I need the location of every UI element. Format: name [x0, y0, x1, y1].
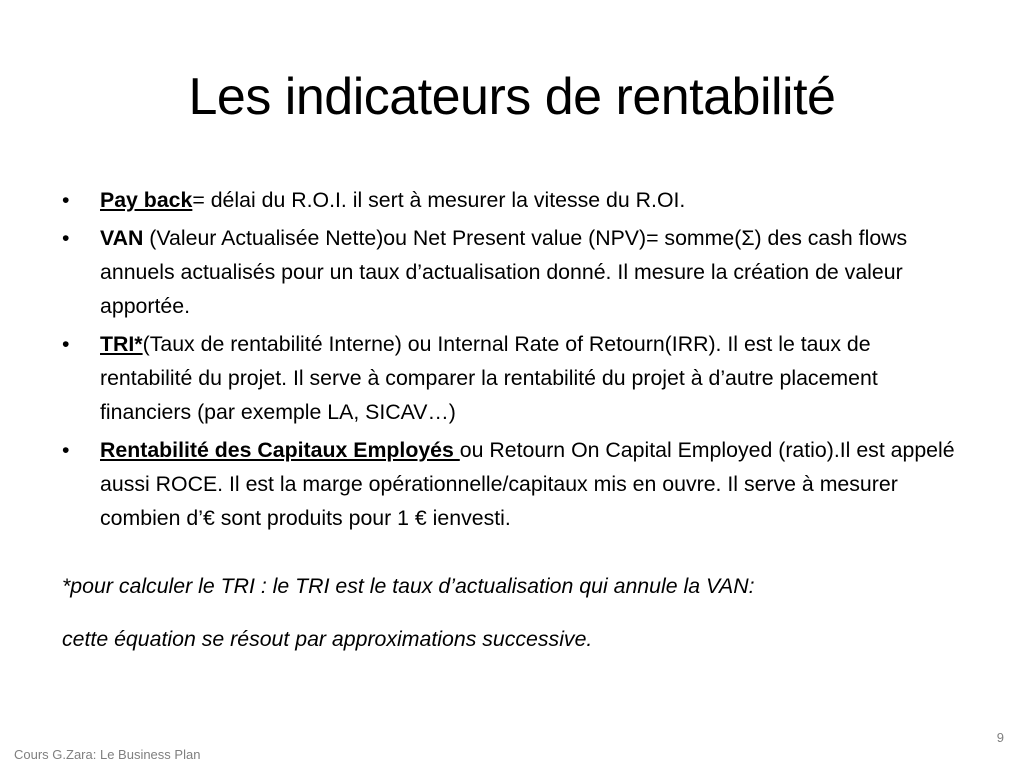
bullet-van	[62, 221, 967, 323]
bullet-dot: •	[62, 438, 70, 462]
desc-payback: = délai du R.O.I. il sert à mesurer la vitesse du R.OI.	[192, 188, 686, 212]
bullet-tri	[62, 327, 967, 429]
term-tri: TRI*	[100, 332, 143, 356]
bullet-payback	[62, 183, 967, 217]
term-roce: Rentabilité des Capitaux Employés	[100, 438, 460, 462]
footnote	[62, 569, 967, 656]
page-number: 9	[996, 730, 1004, 745]
desc-roce: ou Retourn On Capital Employed (ratio).Il est appelé aussi ROCE. Il est la marge opérationnelle/capitaux mis en ouvre. Il serve à mesurer combien d’€ sont produits pour 1 € ienvesti.	[100, 438, 955, 530]
bullet-dot: •	[62, 188, 70, 212]
bullet-roce	[62, 433, 967, 535]
term-payback: Pay back	[100, 188, 193, 212]
slide-content	[62, 183, 967, 675]
footnote-line-1: *pour calculer le TRI : le TRI est le taux d’actualisation qui annule la VAN:	[62, 574, 755, 598]
slide-footer: Cours G.Zara: Le Business Plan	[14, 747, 201, 762]
slide-title: Les indicateurs de rentabilité	[188, 68, 836, 126]
bullet-dot: •	[62, 332, 70, 356]
desc-van: (Valeur Actualisée Nette)ou Net Present value (NPV)= somme(Σ) des cash flows annuels actualisés pour un taux d’actualisation donné. Il mesure la création de valeur apportée.	[100, 226, 908, 318]
bullet-list	[62, 183, 967, 535]
footnote-line-2: cette équation se résout par approximations successive.	[62, 627, 593, 651]
term-van: VAN	[100, 226, 144, 250]
desc-tri: (Taux de rentabilité Interne) ou Internal Rate of Retourn(IRR). Il est le taux de rentabilité du projet. Il serve à comparer la rentabilité du projet à d’autre placement financiers (par exemple LA, SICAV…)	[100, 332, 878, 424]
bullet-dot: •	[62, 226, 70, 250]
